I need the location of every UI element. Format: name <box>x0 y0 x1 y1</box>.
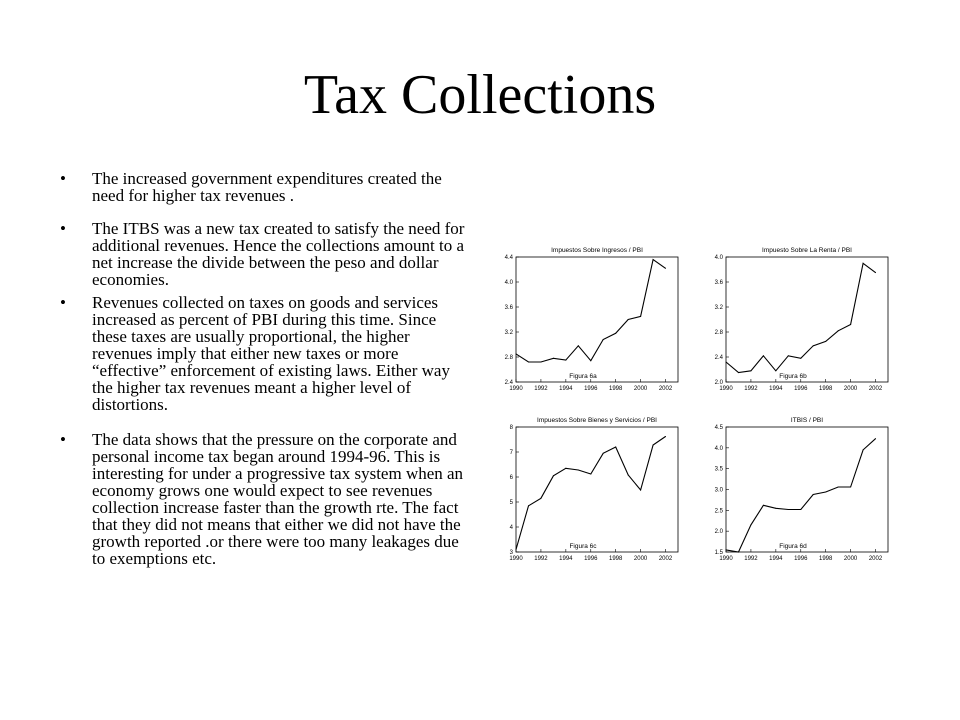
y-tick-label: 3.6 <box>714 280 723 286</box>
data-point <box>788 509 789 510</box>
data-point <box>763 505 764 506</box>
data-point <box>825 492 826 493</box>
plot-frame <box>516 257 678 382</box>
data-point <box>813 494 814 495</box>
chart-6b <box>688 240 898 400</box>
bullet-text: The increased government expenditures created the need for higher tax revenues . <box>92 169 442 205</box>
data-point <box>565 360 566 361</box>
data-point <box>750 524 751 525</box>
y-tick-label: 3 <box>509 550 513 556</box>
x-tick-label: 2000 <box>843 556 858 562</box>
bullet-text: The ITBS was a new tax created to satisfy the need for additional revenues. Hence the collections amount to a net increase the divide between the peso and dollar economies. <box>92 219 465 289</box>
chart-caption: Figura 6c <box>569 543 597 550</box>
x-tick-label: 2002 <box>868 386 883 392</box>
y-tick-label: 3.2 <box>714 305 723 311</box>
data-point <box>653 445 654 446</box>
chart-6a-svg <box>478 240 688 400</box>
data-point <box>800 358 801 359</box>
y-tick-label: 2.4 <box>504 380 513 386</box>
y-tick-label: 7 <box>509 450 513 456</box>
data-point <box>528 505 529 506</box>
series-line <box>726 263 876 372</box>
bullet-icon: • <box>60 293 66 312</box>
data-point <box>540 498 541 499</box>
plot-frame <box>726 427 888 552</box>
data-point <box>665 268 666 269</box>
data-point <box>863 449 864 450</box>
x-tick-label: 1998 <box>819 386 833 392</box>
chart-title: ITBIS / PBI <box>790 417 824 424</box>
chart-title: Impuestos Sobre Bienes y Servicios / PBI <box>537 417 657 424</box>
data-point <box>578 470 579 471</box>
chart-6b-svg <box>688 240 898 400</box>
bullet-item <box>60 294 470 413</box>
data-point <box>590 474 591 475</box>
y-tick-label: 4.0 <box>504 280 513 286</box>
chart-6c-svg <box>478 410 688 570</box>
x-tick-label: 2002 <box>868 556 883 562</box>
x-tick-label: 1994 <box>769 556 783 562</box>
data-point <box>516 353 517 354</box>
x-tick-label: 1992 <box>534 556 548 562</box>
data-point <box>800 509 801 510</box>
x-tick-label: 1996 <box>584 556 598 562</box>
data-point <box>540 362 541 363</box>
x-tick-label: 2002 <box>658 386 673 392</box>
data-point <box>875 438 876 439</box>
chart-6c <box>478 410 688 570</box>
data-point <box>628 319 629 320</box>
data-point <box>850 324 851 325</box>
slide-title: Tax Collections <box>303 64 657 126</box>
x-tick-label: 1994 <box>559 386 573 392</box>
plot-frame <box>726 257 888 382</box>
data-point <box>825 341 826 342</box>
x-tick-label: 1994 <box>769 386 783 392</box>
bullet-item <box>60 220 470 288</box>
chart-6d <box>688 410 898 570</box>
series-line <box>726 439 876 552</box>
series-line <box>516 437 666 550</box>
chart-6d-svg <box>688 410 898 570</box>
data-point <box>578 345 579 346</box>
y-tick-label: 4 <box>509 525 513 531</box>
bullet-item <box>60 170 470 204</box>
chart-6a <box>478 240 688 400</box>
x-tick-label: 2000 <box>633 556 648 562</box>
data-point <box>553 475 554 476</box>
y-tick-label: 3.5 <box>714 466 723 473</box>
bullet-text: The data shows that the pressure on the corporate and personal income tax began around 1994-96. This is interesting for under a progressive tax system when an economy grows one would expect to see revenues collection increase faster than the growth rte. The fact that they did not means that either we did not have the growth reported .or there were too many leakages due to exemptions etc. <box>92 430 464 568</box>
series-line <box>516 260 666 363</box>
y-tick-label: 2.4 <box>714 355 723 361</box>
data-point <box>838 330 839 331</box>
data-point <box>528 362 529 363</box>
x-tick-label: 1998 <box>819 556 833 562</box>
data-point <box>850 487 851 488</box>
data-point <box>750 370 751 371</box>
data-point <box>615 447 616 448</box>
data-point <box>763 355 764 356</box>
data-point <box>738 372 739 373</box>
data-point <box>738 552 739 553</box>
data-point <box>838 487 839 488</box>
data-point <box>640 490 641 491</box>
y-tick-label: 4.0 <box>714 445 723 452</box>
x-tick-label: 1996 <box>794 386 808 392</box>
x-tick-label: 1996 <box>584 386 598 392</box>
y-tick-label: 2.8 <box>504 355 513 361</box>
data-point <box>665 436 666 437</box>
data-point <box>813 345 814 346</box>
data-point <box>775 508 776 509</box>
data-point <box>726 362 727 363</box>
x-tick-label: 1992 <box>744 386 758 392</box>
data-point <box>726 549 727 550</box>
x-tick-label: 1998 <box>609 386 623 392</box>
data-point <box>603 339 604 340</box>
data-point <box>565 468 566 469</box>
x-tick-label: 1990 <box>719 556 733 562</box>
y-tick-label: 3.2 <box>504 330 513 336</box>
bullet-icon: • <box>60 169 66 188</box>
y-tick-label: 6 <box>509 475 513 481</box>
x-tick-label: 2000 <box>633 386 648 392</box>
data-point <box>775 370 776 371</box>
chart-title: Impuestos Sobre Ingresos / PBI <box>551 247 643 254</box>
x-tick-label: 1996 <box>794 556 808 562</box>
x-tick-label: 1990 <box>509 556 523 562</box>
x-tick-label: 1990 <box>719 386 733 392</box>
bullet-icon: • <box>60 430 66 449</box>
data-point <box>615 333 616 334</box>
x-tick-label: 1990 <box>509 386 523 392</box>
y-tick-label: 2.0 <box>714 529 723 536</box>
x-tick-label: 1992 <box>534 386 548 392</box>
data-point <box>863 263 864 264</box>
y-tick-label: 3.0 <box>714 487 723 494</box>
bullet-text: Revenues collected on taxes on goods and services increased as percent of PBI during this time. Since these taxes are usually proportional, the higher revenues imply that either new taxes or more “effective” enforcement of existing laws. Either way the higher tax revenues meant a higher level of distortions. <box>92 293 450 414</box>
chart-caption: Figura 6d <box>779 543 807 550</box>
data-point <box>640 316 641 317</box>
chart-caption: Figura 6a <box>569 373 597 380</box>
x-tick-label: 2002 <box>658 556 673 562</box>
data-point <box>628 475 629 476</box>
data-point <box>875 272 876 273</box>
data-point <box>553 358 554 359</box>
y-tick-label: 1.5 <box>714 550 723 556</box>
chart-caption: Figura 6b <box>779 373 807 380</box>
y-tick-label: 4.5 <box>714 425 723 431</box>
bullet-icon: • <box>60 219 66 238</box>
y-tick-label: 2.0 <box>714 380 723 386</box>
chart-title: Impuesto Sobre La Renta / PBI <box>762 247 852 254</box>
y-tick-label: 4.4 <box>504 255 513 261</box>
data-point <box>590 360 591 361</box>
y-tick-label: 3.6 <box>504 305 513 311</box>
data-point <box>603 453 604 454</box>
y-tick-label: 5 <box>509 500 513 506</box>
y-tick-label: 8 <box>509 425 513 431</box>
bullet-list <box>60 170 470 567</box>
x-tick-label: 2000 <box>843 386 858 392</box>
x-tick-label: 1994 <box>559 556 573 562</box>
y-tick-label: 2.8 <box>714 330 723 336</box>
y-tick-label: 4.0 <box>714 255 723 261</box>
data-point <box>788 355 789 356</box>
data-point <box>516 549 517 550</box>
y-tick-label: 2.5 <box>714 508 723 515</box>
bullet-item <box>60 431 470 567</box>
x-tick-label: 1992 <box>744 556 758 562</box>
x-tick-label: 1998 <box>609 556 623 562</box>
plot-frame <box>516 427 678 552</box>
data-point <box>653 259 654 260</box>
